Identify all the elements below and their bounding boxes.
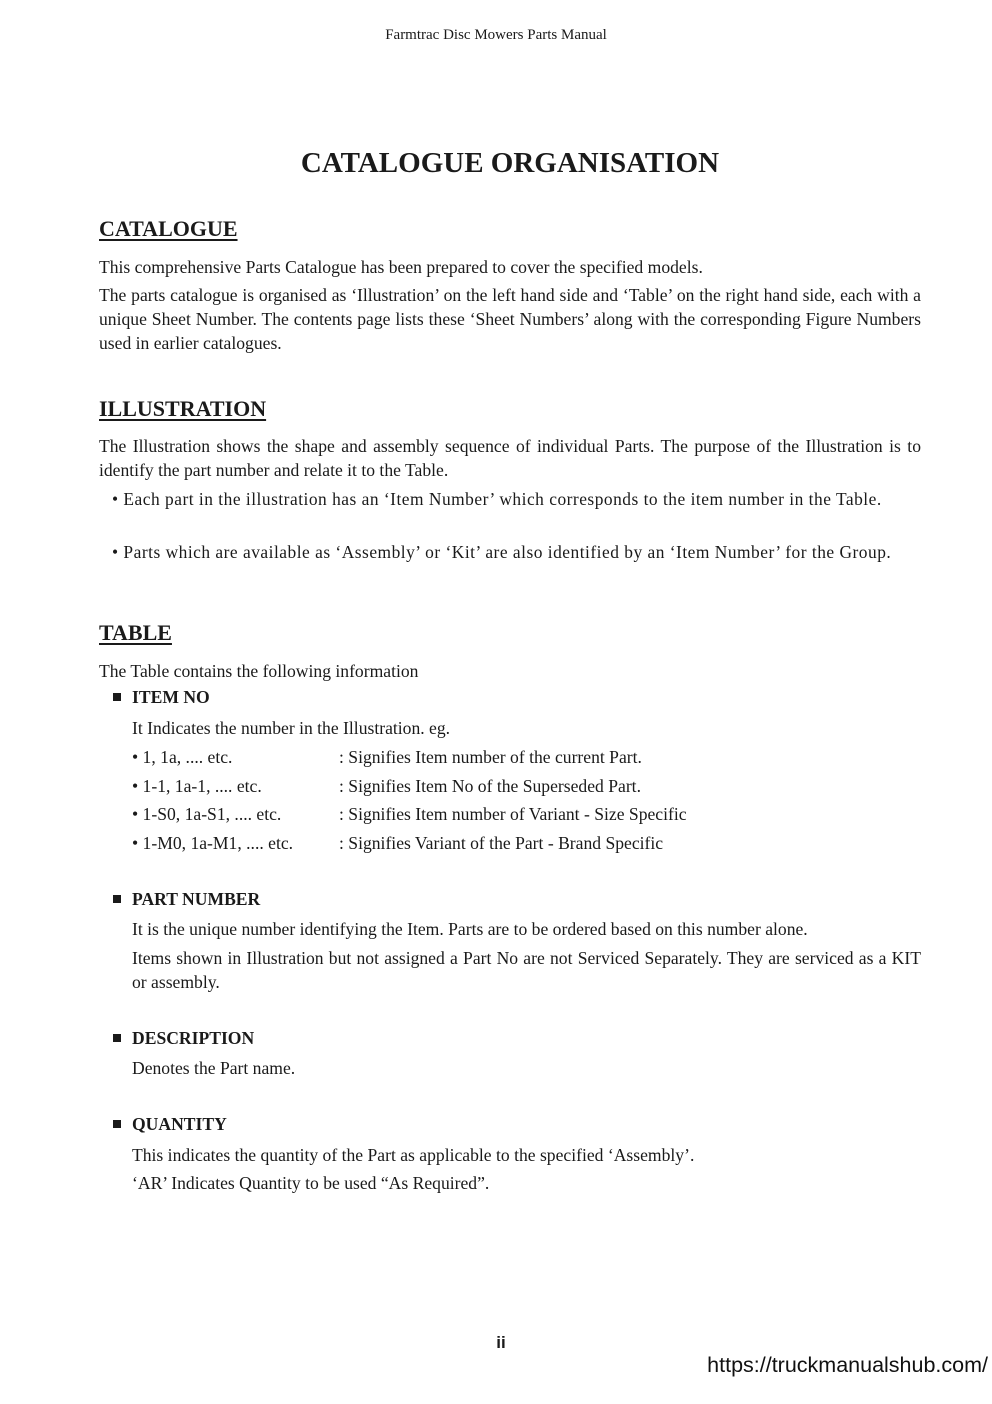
quantity-heading-label: QUANTITY (132, 1114, 227, 1134)
item-no-example-code: • 1-S0, 1a-S1, .... etc. (132, 804, 282, 824)
item-no-heading-label: ITEM NO (132, 687, 210, 707)
square-bullet-icon (113, 895, 121, 903)
quantity-text-2: ‘AR’ Indicates Quantity to be used “As Required”. (132, 1173, 490, 1193)
catalogue-paragraph-1: This comprehensive Parts Catalogue has been prepared to cover the specified models. (99, 257, 703, 277)
catalogue-paragraph-2: The parts catalogue is organised as ‘Illustration’ on the left hand side and ‘Table’ on the right hand side, each with a unique Sheet Number. The contents page lists these ‘Sheet Numbers’ along with the corresponding Figure Numbers used in earlier catalogues. (99, 285, 921, 353)
section-heading-catalogue: CATALOGUE (99, 216, 238, 241)
illustration-paragraph: The Illustration shows the shape and assembly sequence of individual Parts. The purpose of the Illustration is to identify the part number and relate it to the Table. (99, 436, 921, 480)
table-intro: The Table contains the following information (99, 661, 419, 681)
quantity-text-1: This indicates the quantity of the Part as applicable to the specified ‘Assembly’. (132, 1145, 695, 1165)
square-bullet-icon (113, 1120, 121, 1128)
part-number-text-1: It is the unique number identifying the Item. Parts are to be ordered based on this number alone. (132, 919, 808, 939)
item-no-text: It Indicates the number in the Illustration. eg. (132, 718, 451, 738)
description-heading-label: DESCRIPTION (132, 1028, 255, 1048)
illustration-bullet-assembly-kit: • Parts which are available as ‘Assembly’ or ‘Kit’ are also identified by an ‘Item Number’ for the Group. (112, 542, 892, 562)
part-number-text-2: Items shown in Illustration but not assigned a Part No are not Serviced Separately. They are serviced as a KIT or assembly. (132, 948, 921, 992)
square-bullet-icon (113, 1034, 121, 1042)
item-no-example-meaning: : Signifies Item number of Variant - Size Specific (339, 804, 687, 824)
item-no-example-code: • 1, 1a, .... etc. (132, 747, 233, 767)
section-heading-table: TABLE (99, 620, 172, 645)
quantity-heading (113, 1114, 227, 1135)
item-no-example-meaning: : Signifies Variant of the Part - Brand Specific (339, 833, 664, 853)
item-no-example-meaning: : Signifies Item number of the current Part. (339, 747, 642, 767)
watermark-url: https://truckmanualshub.com/ (707, 1353, 988, 1377)
description-text: Denotes the Part name. (132, 1058, 296, 1078)
square-bullet-icon (113, 693, 121, 701)
part-number-heading (113, 889, 260, 910)
page-number: ii (496, 1333, 506, 1352)
item-no-example-code: • 1-1, 1a-1, .... etc. (132, 776, 262, 796)
item-no-example-code: • 1-M0, 1a-M1, .... etc. (132, 833, 294, 853)
running-header: Farmtrac Disc Mowers Parts Manual (385, 27, 607, 43)
description-heading (113, 1028, 254, 1049)
illustration-bullet-item-number: • Each part in the illustration has an ‘Item Number’ which corresponds to the item number in the Table. (112, 489, 882, 509)
item-no-heading (113, 687, 210, 708)
part-number-heading-label: PART NUMBER (132, 889, 261, 909)
item-no-example-meaning: : Signifies Item No of the Superseded Part. (339, 776, 641, 796)
section-heading-illustration: ILLUSTRATION (99, 396, 267, 421)
page-title: CATALOGUE ORGANISATION (300, 147, 720, 179)
